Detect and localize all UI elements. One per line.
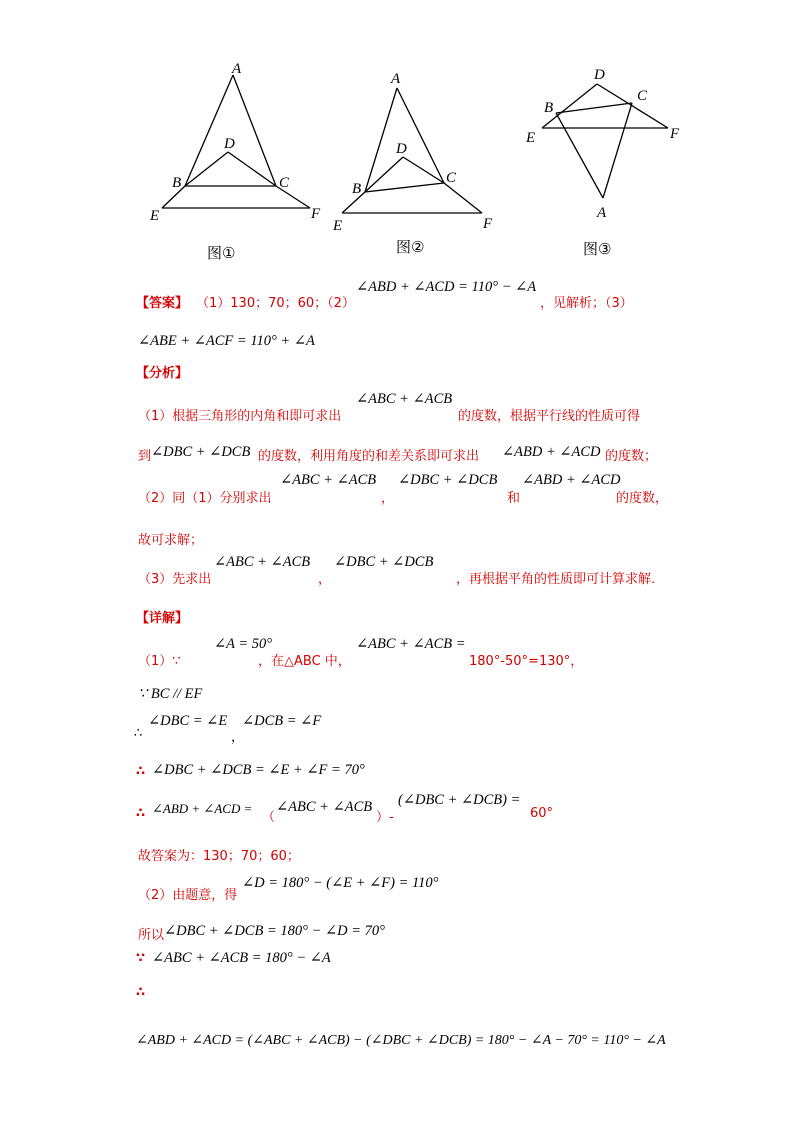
detail-step1-formula2: ∠ABC + ∠ACB = xyxy=(356,636,466,652)
detail-step1-formula1: ∠A = 50° xyxy=(214,636,273,652)
analysis-line5-formula2: ∠DBC + ∠DCB xyxy=(334,554,434,570)
figure-2 xyxy=(342,88,482,213)
detail-step3-sep: ， xyxy=(231,730,245,745)
fig3-label-a: A xyxy=(597,205,607,221)
fig1-label-f: F xyxy=(311,206,321,222)
analysis-line3-text-b: 的度数， xyxy=(616,491,669,506)
fig1-label-e: E xyxy=(150,208,160,224)
analysis-line3-sep: ， xyxy=(381,491,395,506)
analysis-tag: 【分析】 xyxy=(136,366,189,381)
detail-step5-paren-open: （ xyxy=(262,810,276,825)
detail-step9-formula: ∠ABC + ∠ACB = 180° − ∠A xyxy=(152,950,331,966)
analysis-line5-text-b: ，再根据平角的性质即可计算求解. xyxy=(456,572,656,587)
analysis-line1-text: （1）根据三角形的内角和即可求出 xyxy=(138,409,342,424)
geometry-figures xyxy=(0,0,800,270)
detail-step5-formula2: ∠ABC + ∠ACB xyxy=(276,799,373,815)
detail-step1-text-c: 180°-50°=130°， xyxy=(469,654,584,669)
detail-step4-formula: ∠DBC + ∠DCB = ∠E + ∠F = 70° xyxy=(152,762,365,778)
analysis-line1-text-b: 的度数，根据平行线的性质可得 xyxy=(458,409,641,424)
analysis-line3-and: 和 xyxy=(507,491,521,506)
detail-step5-formula3: (∠DBC + ∠DCB) = xyxy=(398,792,521,808)
detail-step11-formula: ∠ABD + ∠ACD = (∠ABC + ∠ACB) − (∠DBC + ∠DCB) = 180° − ∠A − 70° = 110° − ∠A xyxy=(136,1033,666,1048)
figure-3 xyxy=(542,84,668,198)
analysis-line1-formula: ∠ABC + ∠ACB xyxy=(356,391,453,407)
fig1-label-d: D xyxy=(224,136,235,152)
detail-step5-paren-close: ）- xyxy=(376,810,394,825)
fig3-label-b: B xyxy=(544,100,554,116)
fig2-caption: 图② xyxy=(396,238,425,256)
fig1-label-b: B xyxy=(172,175,182,191)
detail-step4-therefore: ∴ xyxy=(136,764,146,779)
detail-tag: 【详解】 xyxy=(136,611,189,626)
detail-step8-formula: ∠DBC + ∠DCB = 180° − ∠D = 70° xyxy=(164,923,385,939)
analysis-line5-formula1: ∠ABC + ∠ACB xyxy=(214,554,311,570)
detail-step3-formula1: ∠DBC = ∠E xyxy=(148,713,228,729)
fig2-label-d: D xyxy=(396,141,407,157)
fig1-label-a: A xyxy=(232,61,242,77)
answer-formula1: ∠ABD + ∠ACD = 110° − ∠A xyxy=(356,279,537,295)
fig2-label-e: E xyxy=(333,218,343,234)
detail-step5-formula1: ∠ABD + ∠ACD = xyxy=(152,801,253,816)
answer-formula2: ∠ABE + ∠ACF = 110° + ∠A xyxy=(138,333,315,349)
analysis-line2-formula1: ∠DBC + ∠DCB xyxy=(151,444,251,460)
answer-part2: ，见解析；（3） xyxy=(540,296,633,311)
detail-step7-formula: ∠D = 180° − (∠E + ∠F) = 110° xyxy=(242,875,439,891)
detail-step1-text-b: ，在△ABC 中， xyxy=(258,654,351,669)
answer-part1: （1）130；70；60；（2） xyxy=(196,296,355,311)
detail-step9-because: ∵ xyxy=(136,951,146,966)
fig2-label-f: F xyxy=(483,216,493,232)
analysis-line2-text: 到 xyxy=(138,449,152,464)
analysis-line3-formula2: ∠DBC + ∠DCB xyxy=(398,472,498,488)
detail-step7-text: （2）由题意，得 xyxy=(138,888,238,903)
detail-step1-text: （1）∵ xyxy=(138,654,181,669)
fig3-label-f: F xyxy=(670,126,680,142)
detail-step6: 故答案为：130；70；60； xyxy=(138,849,300,864)
analysis-line2-text-b: 的度数，利用角度的和差关系即可求出 xyxy=(258,449,480,464)
analysis-line3-formula3: ∠ABD + ∠ACD xyxy=(522,472,621,488)
fig2-label-a: A xyxy=(391,71,401,87)
fig2-label-b: B xyxy=(352,181,362,197)
detail-step8-text: 所以 xyxy=(138,928,165,943)
fig3-caption: 图③ xyxy=(583,240,612,258)
detail-step2: ∵ BC // EF xyxy=(138,686,203,702)
detail-step10-therefore: ∴ xyxy=(136,985,146,1000)
analysis-line3-text: （2）同（1）分别求出 xyxy=(138,491,272,506)
detail-step3-therefore: ∴ xyxy=(134,726,143,741)
fig1-label-c: C xyxy=(279,175,290,191)
analysis-line2-formula2: ∠ABD + ∠ACD xyxy=(502,444,601,460)
analysis-line5-sep: ， xyxy=(318,572,332,587)
fig3-label-c: C xyxy=(637,88,648,104)
analysis-line2-text-c: 的度数； xyxy=(605,449,658,464)
detail-step5-therefore: ∴ xyxy=(136,806,146,821)
answer-tag: 【答案】 xyxy=(136,296,189,311)
fig2-label-c: C xyxy=(446,170,457,186)
fig3-label-e: E xyxy=(526,130,536,146)
analysis-line3-formula1: ∠ABC + ∠ACB xyxy=(280,472,377,488)
fig1-caption: 图① xyxy=(207,244,236,262)
detail-step3-formula2: ∠DCB = ∠F xyxy=(242,713,322,729)
detail-step5-value: 60° xyxy=(530,806,554,821)
fig3-label-d: D xyxy=(594,67,605,83)
analysis-line5-text: （3）先求出 xyxy=(138,572,212,587)
analysis-line4: 故可求解； xyxy=(138,533,204,548)
